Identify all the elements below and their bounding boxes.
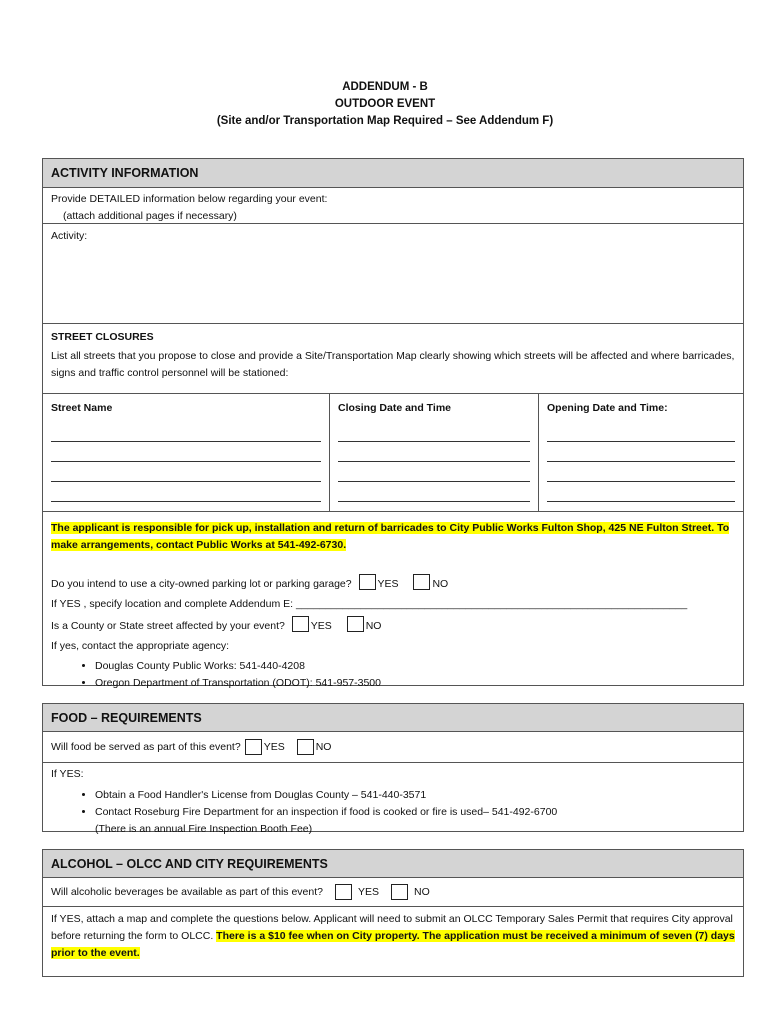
county-state-question-row <box>51 616 735 635</box>
opening-date-field[interactable] <box>547 482 735 502</box>
alcohol-no-checkbox[interactable] <box>391 884 408 900</box>
street-table-grid <box>43 394 743 511</box>
opening-date-field[interactable] <box>547 442 735 462</box>
addendum-title: ADDENDUM - B <box>342 81 428 93</box>
alcohol-details-text <box>51 911 735 962</box>
activity-instruction-row <box>43 188 743 224</box>
agency-item: • Douglas County Public Works: 541-440-4208 <box>95 658 735 675</box>
food-question-row <box>43 732 743 763</box>
section-title-alcohol: ALCOHOL – OLCC AND CITY REQUIREMENTS <box>43 850 743 878</box>
closing-date-header: Closing Date and Time <box>338 402 451 414</box>
fire-fee-note: (There is an annual Fire Inspection Booth Fee) <box>95 823 313 835</box>
alcohol-permit-text: If YES, attach a map and complete the questions below. Applicant will need to submit an OLCC Temporary Sales Permit that requires City approval before returning the form to OLCC. <box>51 913 733 942</box>
document-header <box>0 79 770 130</box>
section-title-food: FOOD – REQUIREMENTS <box>43 704 743 732</box>
activity-information-section <box>42 158 744 689</box>
food-requirements-list <box>51 787 735 821</box>
food-requirement-item: • Obtain a Food Handler's License from Douglas County – 541-440-3571 <box>95 787 735 804</box>
alcohol-requirements-section <box>42 849 744 977</box>
county-state-no-checkbox[interactable] <box>347 616 364 632</box>
county-state-yes-label: YES <box>310 620 332 632</box>
food-no-label: NO <box>315 741 332 753</box>
closing-date-field[interactable] <box>338 422 530 442</box>
barricade-notice-wrap <box>51 520 735 554</box>
closing-date-field[interactable] <box>338 482 530 502</box>
food-requirement-item: • Contact Roseburg Fire Department for an inspection if food is cooked or fire is used– 541-492-6700 <box>95 804 735 821</box>
street-name-field[interactable] <box>51 422 321 442</box>
parking-question-row <box>51 574 735 593</box>
street-name-header: Street Name <box>51 402 113 414</box>
street-closures-text: List all streets that you propose to close and provide a Site/Transportation Map clearly showing which streets will be affected and where barricades, signs and traffic control personnel will be stationed: <box>51 350 735 379</box>
alcohol-fee-notice: There is a $10 fee when on City property. The application must be received a minimum of seven (7) days prior to the event. <box>51 930 735 959</box>
agency-list <box>51 658 735 692</box>
street-closures-row <box>43 324 743 394</box>
street-name-field[interactable] <box>51 442 321 462</box>
food-details-row <box>43 763 743 835</box>
food-yes-checkbox[interactable] <box>245 739 262 755</box>
alcohol-yes-label: YES <box>358 886 380 898</box>
alcohol-question: Will alcoholic beverages be available as part of this event? <box>51 886 323 898</box>
instruction-text: Provide DETAILED information below regarding your event: <box>51 193 328 205</box>
food-question: Will food be served as part of this event? <box>51 741 241 753</box>
barricade-notice: The applicant is responsible for pick up, installation and return of barricades to City Public Works Fulton Shop, 425 NE Fulton Street. To make arrangements, contact Public Works at 541-492-6730. <box>51 522 730 551</box>
map-requirement-note: (Site and/or Transportation Map Required – See Addendum F) <box>216 115 554 127</box>
alcohol-yes-checkbox[interactable] <box>335 884 352 900</box>
parking-question: Do you intend to use a city-owned parking lot or parking garage? <box>51 578 352 590</box>
parking-yes-checkbox[interactable] <box>359 574 376 590</box>
county-state-question: Is a County or State street affected by your event? <box>51 620 285 632</box>
alcohol-details-row <box>43 907 743 962</box>
parking-yes-label: YES <box>377 578 399 590</box>
street-name-field[interactable] <box>51 462 321 482</box>
closing-date-column <box>329 394 538 511</box>
street-table <box>43 394 743 512</box>
barricade-and-parking-row <box>43 512 743 689</box>
opening-date-column <box>538 394 743 511</box>
agency-label: If yes, contact the appropriate agency: <box>51 640 230 652</box>
county-state-no-label: NO <box>365 620 382 632</box>
food-requirements-section <box>42 703 744 835</box>
parking-location-field[interactable]: If YES , specify location and complete Addendum E: ___________________________________________________________________ <box>51 598 688 610</box>
event-type-title: OUTDOOR EVENT <box>334 98 436 110</box>
county-state-yes-checkbox[interactable] <box>292 616 309 632</box>
instruction-subtext: (attach additional pages if necessary) <box>63 210 237 222</box>
street-closures-title: STREET CLOSURES <box>51 331 154 343</box>
opening-date-field[interactable] <box>547 422 735 442</box>
street-name-column <box>43 394 329 511</box>
closing-date-field[interactable] <box>338 462 530 482</box>
activity-field[interactable] <box>43 224 743 324</box>
closing-date-field[interactable] <box>338 442 530 462</box>
alcohol-question-row <box>43 878 743 907</box>
food-yes-label: YES <box>263 741 285 753</box>
food-no-checkbox[interactable] <box>297 739 314 755</box>
opening-date-header: Opening Date and Time: <box>547 402 668 414</box>
parking-no-checkbox[interactable] <box>413 574 430 590</box>
alcohol-no-label: NO <box>414 886 430 898</box>
agency-item: • Oregon Department of Transportation (ODOT): 541-957-3500 <box>95 675 735 692</box>
activity-label: Activity: <box>51 230 88 242</box>
opening-date-field[interactable] <box>547 462 735 482</box>
street-name-field[interactable] <box>51 482 321 502</box>
parking-no-label: NO <box>432 578 449 590</box>
section-title-activity: ACTIVITY INFORMATION <box>43 159 743 188</box>
food-if-yes-label: If YES: <box>51 768 84 780</box>
